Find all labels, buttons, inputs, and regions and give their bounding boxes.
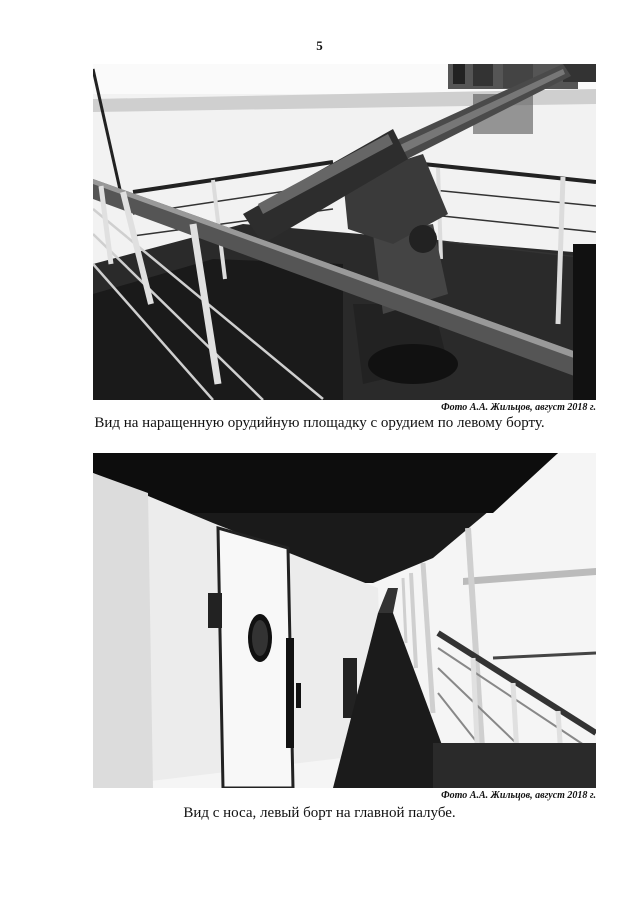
photo-credit: Фото А.А. Жильцов, август 2018 г. [441,402,596,413]
photo-credit: Фото А.А. Жильцов, август 2018 г. [441,790,596,801]
photo-gun-platform [93,64,596,400]
figure-caption: Вид на наращенную орудийную площадку с орудием по левому борту. [94,415,545,431]
photo-port-side-deck [93,453,596,788]
figure-caption: Вид с носа, левый борт на главной палубе. [183,805,456,821]
page-number: 5 [316,38,323,53]
